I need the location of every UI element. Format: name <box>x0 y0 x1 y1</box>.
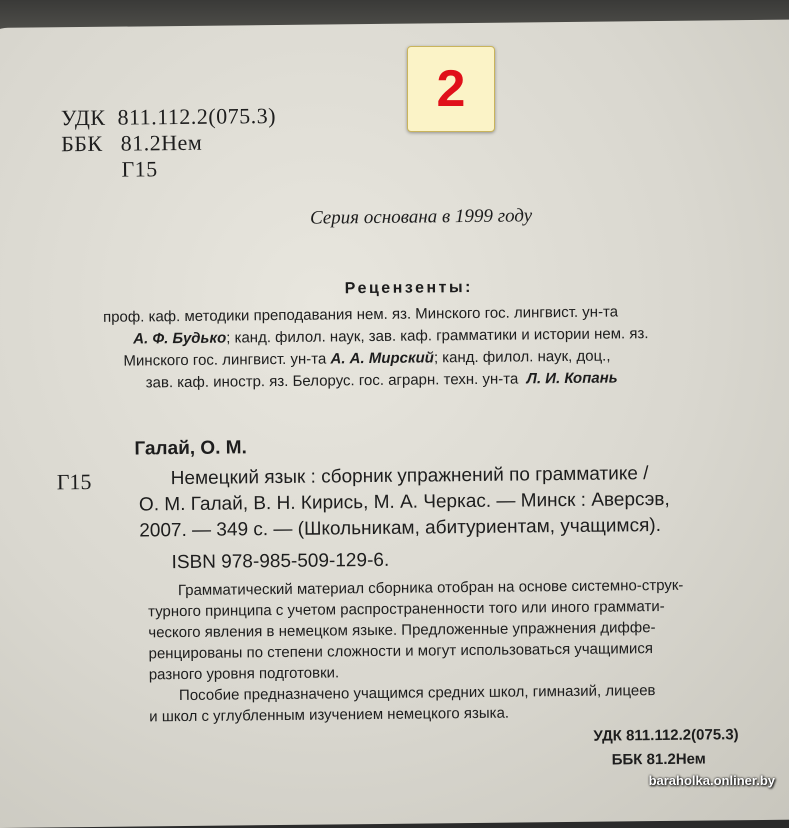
record-line-1: Немецкий язык : сборник упражнений по грамматике / <box>170 463 649 490</box>
bbk-line <box>61 130 202 157</box>
bbk-label: ББК <box>61 130 103 157</box>
footer-udk: УДК 811.112.2(075.3) <box>593 726 739 745</box>
udk-line <box>61 103 276 131</box>
reviewer-name-2: А. А. Мирский <box>330 349 434 368</box>
book-page <box>0 19 789 828</box>
reviewer-name-1: А. Ф. Будько <box>133 329 227 348</box>
record-line-3: 2007. — 349 с. — (Школьникам, абитуриентам, учащимся). <box>139 515 662 542</box>
udk-value: 811.112.2(075.3) <box>117 103 277 130</box>
annotation-line-6: Пособие предназначено учащимся средних школ, гимназий, лицеев <box>178 682 656 705</box>
reviewers-title: Рецензенты: <box>344 278 474 298</box>
reviewers-line-1: проф. каф. методики преподавания нем. яз. Минского гос. лингвист. ун-та <box>102 303 619 326</box>
footer-bbk: ББК 81.2Нем <box>611 750 706 769</box>
udk-label: УДК <box>60 104 106 131</box>
record-author: Галай, О. М. <box>134 437 247 460</box>
annotation-line-7: и школ с углубленным изучением немецкого языка. <box>149 704 510 726</box>
record-line-2: О. М. Галай, В. Н. Кирись, М. А. Черкас. — Минск : Аверсэв, <box>138 488 670 516</box>
watermark: baraholka.onliner.by <box>648 773 775 788</box>
annotation-line-5: разного уровня подготовки. <box>148 664 340 684</box>
page-number-badge: 2 <box>407 46 495 132</box>
annotation-line-3: ческого явления в немецком языке. Предложенные упражнения диффе- <box>148 619 656 642</box>
author-code: Г15 <box>121 156 158 182</box>
annotation-line-1: Грамматический материал сборника отобран на основе системно-струк- <box>177 576 684 600</box>
reviewers-line-3: Минского гос. лингвист. ун-та А. А. Мирский; канд. филол. наук, доц., <box>123 347 611 370</box>
reviewer-name-3: Л. И. Копань <box>526 369 618 388</box>
record-code: Г15 <box>56 468 92 495</box>
isbn: ISBN 978-985-509-129-6. <box>171 549 390 574</box>
series-note: Серия основана в 1999 году <box>309 205 533 229</box>
annotation-line-4: ренцированы по степени сложности и могут использоваться учащимися <box>148 640 654 663</box>
annotation-line-2: турного принципа с учетом распространенности того или иного граммати- <box>148 597 665 621</box>
bbk-value: 81.2Нем <box>120 129 203 156</box>
reviewers-line-2: А. Ф. Будько; канд. филол. наук, зав. каф. грамматики и истории нем. яз. <box>133 325 649 348</box>
reviewers-line-4: зав. каф. иностр. яз. Белорус. гос. аграрн. техн. ун-та Л. И. Копань <box>145 369 618 392</box>
